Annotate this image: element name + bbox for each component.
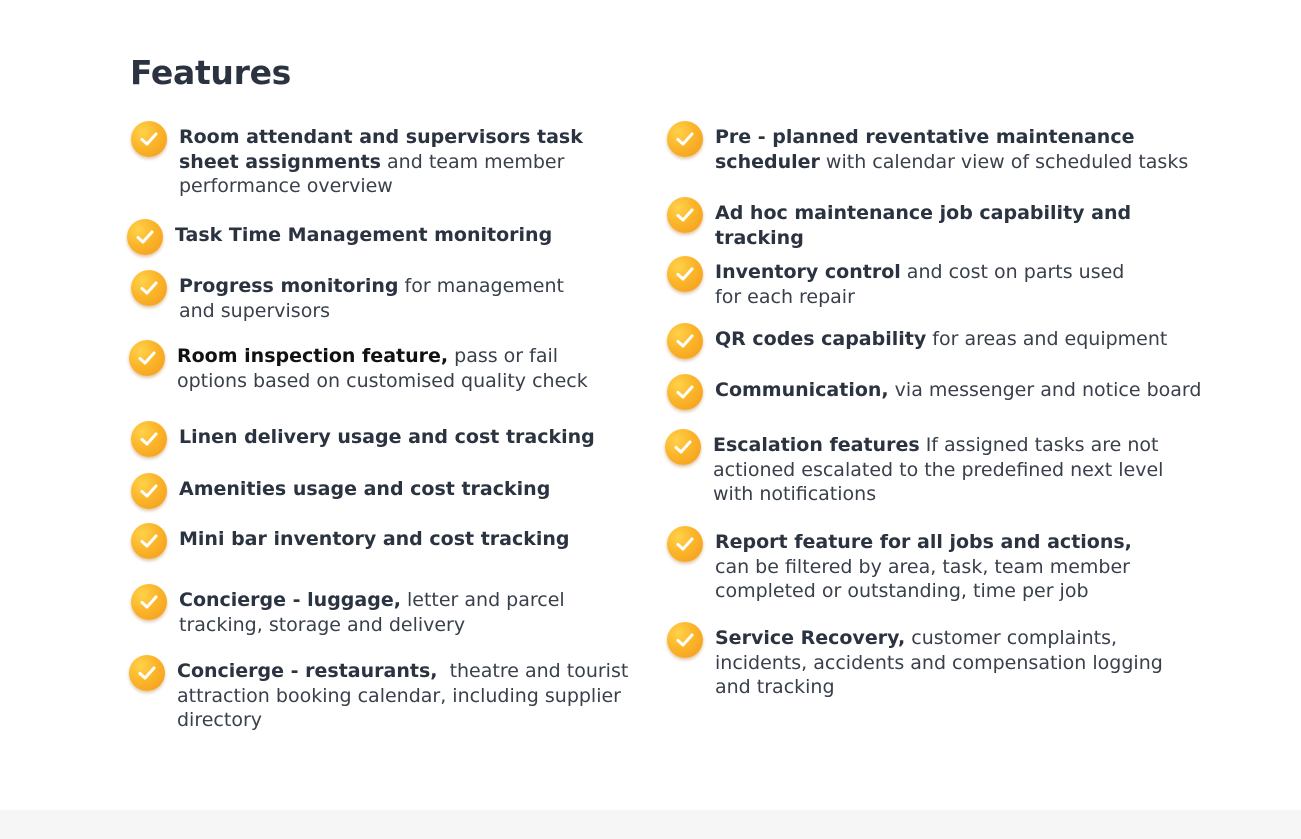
feature-bold-text: Linen delivery usage and cost tracking <box>179 426 595 448</box>
feature-item <box>665 429 1225 509</box>
feature-text <box>715 327 1215 352</box>
check-circle-icon <box>131 584 167 620</box>
check-circle-icon <box>127 219 163 255</box>
feature-bold-text: Progress monitoring <box>179 275 399 297</box>
feature-detail-text: can be filtered by area, task, team member completed or outstanding, time per job <box>715 555 1130 602</box>
feature-detail-text: and team member performance overview <box>179 150 565 197</box>
check-circle-icon <box>667 323 703 359</box>
check-circle-icon <box>667 121 703 157</box>
feature-bold-text: Room inspection feature, <box>177 345 449 367</box>
page-title: Features <box>130 53 292 92</box>
feature-item <box>131 584 631 640</box>
feature-detail-text: with calendar view of scheduled tasks <box>819 150 1189 173</box>
check-circle-icon <box>667 374 703 410</box>
feature-bold-text: Concierge - luggage, <box>179 589 401 611</box>
feature-bold-text: Pre - planned reventative maintenance scheduler <box>715 126 1135 173</box>
check-circle-icon <box>131 121 167 157</box>
check-circle-icon <box>667 256 703 292</box>
feature-item <box>131 523 631 563</box>
feature-text <box>179 527 624 552</box>
feature-bold-text: Room attendant and supervisors task sheet assignments <box>179 126 583 173</box>
check-circle-icon <box>131 270 167 306</box>
check-circle-icon <box>667 622 703 658</box>
feature-text <box>715 626 1170 700</box>
feature-bold-text: Report feature for all jobs and actions, <box>715 531 1132 553</box>
feature-bold-text: Service Recovery, <box>715 627 906 649</box>
check-circle-icon <box>131 523 167 559</box>
feature-text <box>715 378 1215 403</box>
check-circle-icon <box>665 429 701 465</box>
feature-text <box>175 223 620 248</box>
feature-text <box>715 201 1215 250</box>
check-circle-icon <box>129 655 165 691</box>
feature-text <box>715 260 1155 309</box>
feature-bold-text: Communication, <box>715 379 889 401</box>
feature-item <box>667 256 1227 312</box>
feature-detail-text: via messenger and notice board <box>888 379 1202 401</box>
feature-item <box>667 197 1227 249</box>
feature-detail-text: letter and parcel tracking, storage and delivery <box>179 589 565 636</box>
feature-text <box>177 659 637 733</box>
feature-item <box>667 121 1227 177</box>
feature-text <box>179 425 624 450</box>
check-circle-icon <box>131 421 167 457</box>
feature-item <box>129 340 629 396</box>
feature-text <box>179 477 624 502</box>
feature-item <box>127 219 627 259</box>
feature-bold-text: Concierge - restaurants, <box>177 660 438 682</box>
feature-item <box>131 121 631 201</box>
feature-item <box>667 323 1227 363</box>
feature-bold-text: Mini bar inventory and cost tracking <box>179 528 570 550</box>
feature-detail-text: If assigned tasks are not actioned escalated to the predefined next level with notifications <box>713 434 1164 505</box>
check-circle-icon <box>667 197 703 233</box>
feature-item <box>131 270 631 326</box>
feature-item <box>667 526 1227 606</box>
feature-detail-text: for areas and equipment <box>926 328 1168 350</box>
feature-detail-text: and cost on parts used for each repair <box>715 261 1125 308</box>
feature-item <box>667 374 1227 414</box>
feature-bold-text: Inventory control <box>715 261 901 283</box>
feature-text <box>179 274 599 323</box>
feature-detail-text: customer complaints, incidents, accidents and compensation logging and tracking <box>715 627 1163 698</box>
feature-text <box>713 433 1178 507</box>
feature-detail-text: for management and supervisors <box>179 275 564 322</box>
feature-item <box>131 421 631 461</box>
feature-bold-text: Ad hoc maintenance job capability and tracking <box>715 202 1132 249</box>
feature-item <box>667 622 1227 702</box>
check-circle-icon <box>131 473 167 509</box>
feature-text <box>177 344 622 393</box>
feature-text <box>179 588 599 637</box>
feature-text <box>715 125 1215 174</box>
feature-text <box>179 125 624 199</box>
footer-band <box>0 810 1301 839</box>
feature-item <box>129 655 639 735</box>
feature-detail-text: pass or fail options based on customised quality check <box>177 345 588 392</box>
feature-bold-text: Escalation features <box>713 434 920 456</box>
feature-bold-text: Amenities usage and cost tracking <box>179 478 551 500</box>
check-circle-icon <box>667 526 703 562</box>
feature-bold-text: QR codes capability <box>715 328 927 350</box>
feature-bold-text: Task Time Management monitoring <box>175 224 553 246</box>
feature-item <box>131 473 631 513</box>
check-circle-icon <box>129 340 165 376</box>
feature-text <box>715 530 1170 604</box>
feature-detail-text: theatre and tourist attraction booking calendar, including supplier directory <box>177 660 635 731</box>
